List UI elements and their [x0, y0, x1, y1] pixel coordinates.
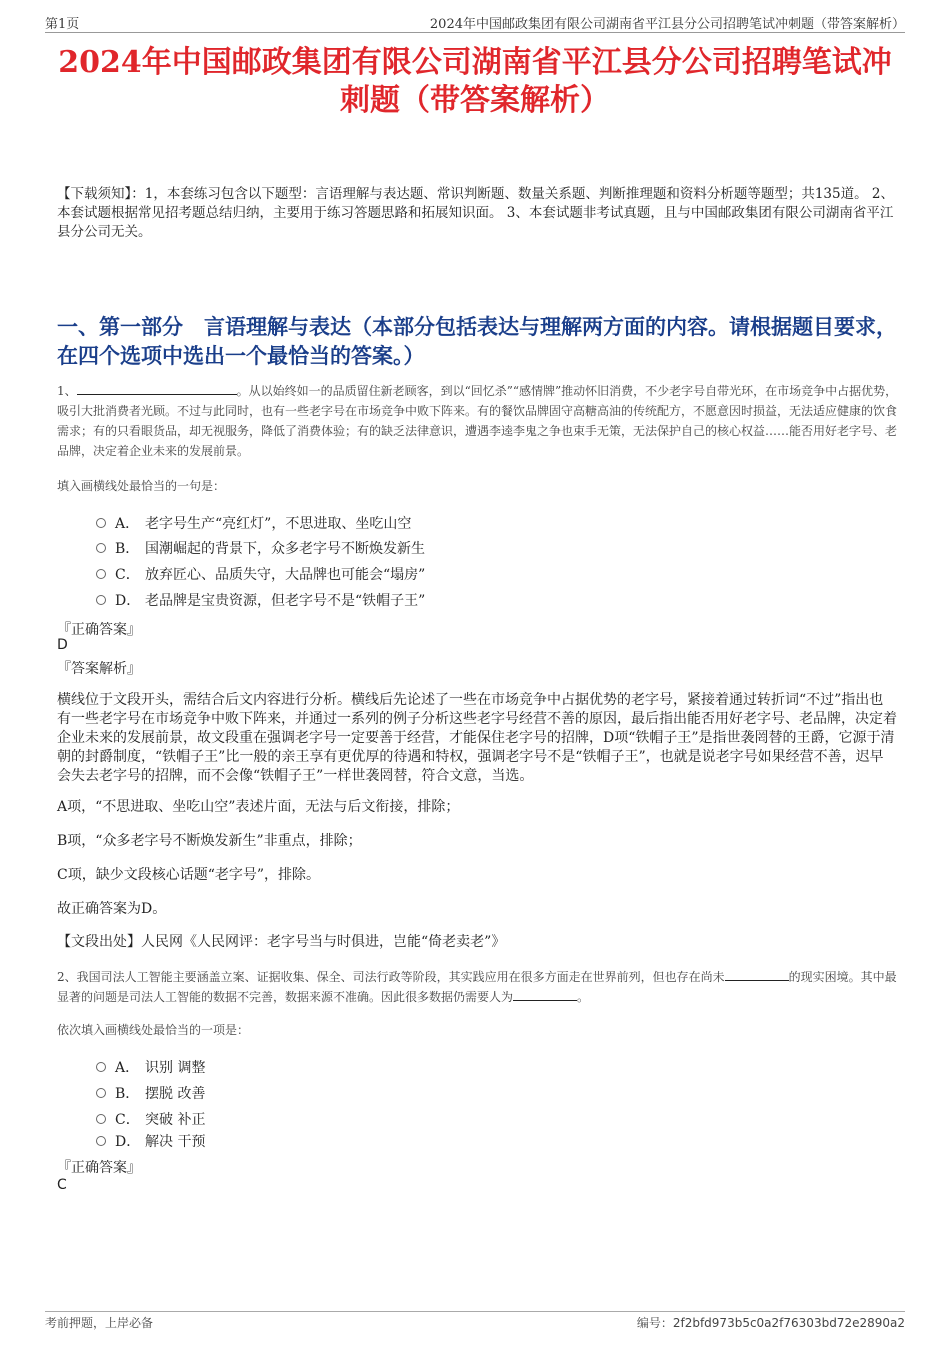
question-1-option-d[interactable]: D． 老品牌是宝贵资源，但老字号不是“铁帽子王” [96, 590, 425, 610]
question-1-body: 。从以始终如一的品质留住新老顾客，到以“回忆杀”“感情牌”推动怀旧消费，不少老字号自带光环，在市场竞争中占据优势，吸引大批消费者光顾。不过与此同时，也有一些老字号在市场竞争中败下阵来。有的餐饮品牌固守高糖高油的传统配方，不愿意因时损益，无法适应健康的饮食需求；有的只看眼货品，却无视服务，降低了消费体验；有的缺乏法律意识，遭遇李逵李鬼之争也束手无策，无法保护自己的核心权益……能否用好老字号、老品牌，决定着企业未来的发展前景。 [57, 384, 898, 458]
header-page-number: 第1页 [45, 17, 80, 32]
question-1-conclusion: 故正确答案为D。 [57, 901, 167, 917]
question-1-note-b: B项，“众多老字号不断焕发新生”非重点，排除； [57, 833, 362, 849]
page-title: 2024年中国邮政集团有限公司湖南省平江县分公司招聘笔试冲刺题（带答案解析） [58, 45, 892, 118]
section-heading: 一、第一部分 言语理解与表达（本部分包括表达与理解两方面的内容。请根据题目要求，在四个选项中选出一个最恰当的答案。） [57, 314, 897, 368]
question-1-prompt: 填入画横线处最恰当的一句是： [57, 479, 226, 493]
question-1-text [57, 381, 900, 461]
radio-icon[interactable] [96, 1136, 106, 1146]
question-1-answer-label: 『正确答案』 [57, 622, 141, 638]
question-1-option-b[interactable]: B． 国潮崛起的背景下，众多老字号不断焕发新生 [96, 538, 425, 558]
radio-icon[interactable] [96, 595, 106, 605]
question-1-analysis: 横线位于文段开头，需结合后文内容进行分析。横线后先论述了一些在市场竞争中占据优势的老字号，紧接着通过转折词“不过”指出也有一些老字号在市场竞争中败下阵来，并通过一系列的例子分析这些老字号经营不善的原因，最后指出能否用好老字号、老品牌，决定着企业未来的发展前景，故文段重在强调老字号一定要善于经营，才能保住老字号的招牌，D项“铁帽子王”是指世袭罔替的王爵，它源于清朝的封爵制度，“铁帽子王”比一般的亲王享有更优厚的待遇和特权，强调老字号不是“铁帽子王”，也就是说老字号如果经营不善，迟早会失去老字号的招牌，而不会像“铁帽子王”一样世袭罔替，符合文意，当选。 [57, 692, 897, 784]
question-2-answer: C [57, 1177, 67, 1193]
radio-icon[interactable] [96, 1062, 106, 1072]
radio-icon[interactable] [96, 518, 106, 528]
question-1-source: 【文段出处】人民网《人民网评：老字号当与时俱进，岂能“倚老卖老”》 [57, 934, 506, 950]
footer-slogan: 考前押题，上岸必备 [45, 1316, 154, 1330]
radio-icon[interactable] [96, 1088, 106, 1098]
question-1-option-c[interactable]: C． 放弃匠心、品质失守，大品牌也可能会“塌房” [96, 564, 425, 584]
question-2-option-d[interactable]: D． 解决 干预 [96, 1131, 205, 1151]
download-notice: 【下载须知】：1，本套练习包含以下题型：言语理解与表达题、常识判断题、数量关系题、判断推理题和资料分析题等题型；共135道。 2、本套试题根据常见招考题总结归纳，主要用于练习答题思路和拓展知识面。 3、本套试题非考试真题，且与中国邮政集团有限公司湖南省平江县分公司无关。 [57, 186, 894, 240]
header-divider [45, 32, 905, 33]
question-2-option-b[interactable]: B． 摆脱 改善 [96, 1083, 205, 1103]
question-2-prompt: 依次填入画横线处最恰当的一项是： [57, 1023, 250, 1037]
question-2-blank-1 [725, 969, 789, 981]
question-2-option-a[interactable]: A． 识别 调整 [96, 1057, 205, 1077]
question-2-option-c[interactable]: C． 突破 补正 [96, 1109, 205, 1129]
footer-document-code: 编号：2f2bfd973b5c0a2f76303bd72e2890a2 [636, 1316, 905, 1330]
question-1-analysis-label: 『答案解析』 [57, 661, 141, 677]
question-2-blank-2 [513, 989, 577, 1001]
question-1-blank [77, 383, 237, 395]
question-1-number: 1、 [57, 384, 77, 398]
question-1-option-a[interactable]: A． 老字号生产“亮红灯”，不思进取、坐吃山空 [96, 513, 411, 533]
header-document-title: 2024年中国邮政集团有限公司湖南省平江县分公司招聘笔试冲刺题（带答案解析） [429, 17, 905, 32]
footer-divider [45, 1311, 905, 1312]
radio-icon[interactable] [96, 569, 106, 579]
question-2-text: 2、我国司法人工智能主要涵盖立案、证据收集、保全、司法行政等阶段，其实践应用在很多方面走在世界前列，但也存在尚未 的现实困境。其中最显著的问题是司法人工智能的数据不完善，数据来源不准确。因此很多数据仍需要人为 。 [57, 970, 897, 1004]
question-1-note-a: A项，“不思进取、坐吃山空”表述片面，无法与后文衔接，排除； [57, 799, 460, 815]
radio-icon[interactable] [96, 543, 106, 553]
question-1-answer: D [57, 637, 68, 653]
question-1-note-c: C项，缺少文段核心话题“老字号”，排除。 [57, 867, 321, 883]
question-2-answer-label: 『正确答案』 [57, 1160, 141, 1176]
radio-icon[interactable] [96, 1114, 106, 1124]
